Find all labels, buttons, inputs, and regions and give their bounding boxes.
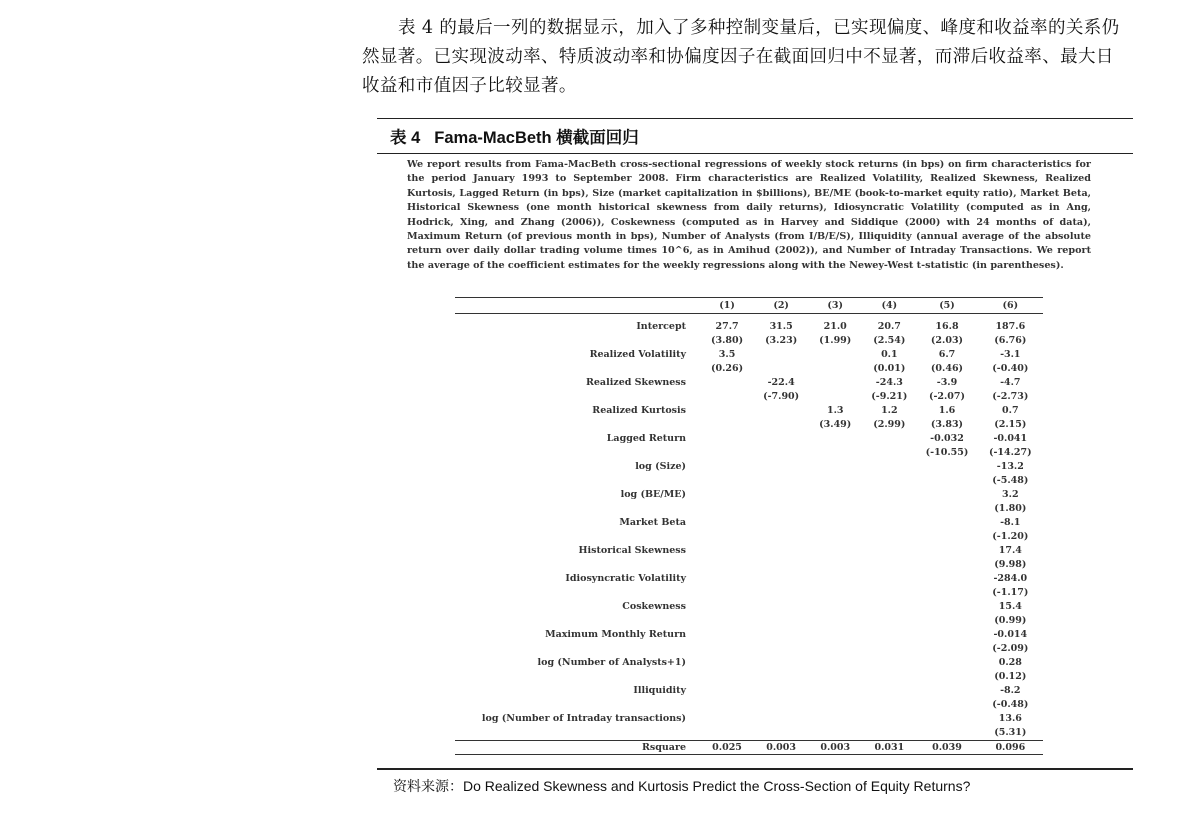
t-stat-cell: [754, 726, 808, 741]
coefficient-cell: [808, 376, 862, 390]
t-stat-cell: (0.01): [873, 363, 906, 374]
t-stat-blank: [455, 418, 700, 432]
t-stat-cell: (3.80): [710, 335, 744, 346]
coefficient-cell: [754, 572, 808, 586]
t-stat-blank: [455, 502, 700, 516]
variable-label: Realized Skewness: [585, 377, 686, 388]
coefficient-cell: 3.5: [718, 349, 736, 360]
coefficient-row: [455, 656, 1043, 670]
t-stat-row: [455, 530, 1043, 544]
t-stat-row: [455, 390, 1043, 404]
t-stat-blank: [455, 474, 700, 488]
t-stat-cell: (-10.55): [925, 447, 969, 458]
coefficient-row: [455, 488, 1043, 502]
coefficient-cell: 20.7: [877, 321, 901, 332]
coefficient-cell: 187.6: [995, 321, 1026, 332]
variable-label: log (Size): [635, 461, 686, 472]
coefficient-cell: [808, 656, 862, 670]
coefficient-cell: [700, 376, 754, 390]
column-header: (3): [808, 298, 862, 314]
t-stat-cell: (2.03): [930, 335, 964, 346]
intro-paragraph: 表 4 的最后一列的数据显示，加入了多种控制变量后，已实现偏度、峰度和收益率的关系仍然显著。已实现波动率、特质波动率和协偏度因子在截面回归中不显著，而滞后收益率、最大日收益和市值因子比较显著。: [362, 18, 1120, 96]
column-header: (2): [754, 298, 808, 314]
t-stat-cell: [754, 586, 808, 600]
coefficient-cell: 6.7: [938, 349, 956, 360]
coefficient-cell: 27.7: [715, 321, 739, 332]
t-stat-cell: [916, 474, 977, 488]
variable-label: Illiquidity: [633, 685, 686, 696]
coefficient-cell: [754, 432, 808, 446]
coefficient-cell: [916, 544, 977, 558]
coefficient-cell: [754, 628, 808, 642]
variable-label: Lagged Return: [606, 433, 686, 444]
coefficient-row: [455, 376, 1043, 390]
coefficient-cell: 0.7: [1002, 405, 1019, 416]
t-stat-cell: [754, 502, 808, 516]
t-stat-cell: [808, 474, 862, 488]
t-stat-row: [455, 362, 1043, 376]
column-header: (6): [978, 298, 1043, 314]
variable-label: Intercept: [636, 321, 686, 332]
t-stat-cell: [808, 726, 862, 741]
t-stat-cell: (-14.27): [988, 447, 1032, 458]
coefficient-cell: [916, 488, 977, 502]
coefficient-cell: [916, 656, 977, 670]
t-stat-cell: [862, 670, 916, 684]
coefficient-cell: [808, 600, 862, 614]
t-stat-blank: [455, 614, 700, 628]
t-stat-cell: [754, 642, 808, 656]
coefficient-cell: [916, 684, 977, 698]
t-stat-cell: (0.46): [930, 363, 964, 374]
t-stat-blank: [455, 390, 700, 404]
variable-label: log (BE/ME): [620, 489, 686, 500]
coefficient-cell: -8.2: [1000, 685, 1021, 696]
table-title-text: Fama-MacBeth 横截面回归: [434, 129, 639, 147]
coefficient-cell: [700, 712, 754, 726]
rsquare-row: [455, 741, 1043, 755]
t-stat-cell: [808, 502, 862, 516]
coefficient-cell: [700, 544, 754, 558]
t-stat-cell: [862, 614, 916, 628]
t-stat-cell: [862, 586, 916, 600]
column-header: (4): [862, 298, 916, 314]
t-stat-row: [455, 670, 1043, 684]
coefficient-row: [455, 684, 1043, 698]
variable-label: Maximum Monthly Return: [545, 629, 686, 640]
rsquare-cell: 0.031: [862, 741, 916, 755]
coefficient-cell: [754, 684, 808, 698]
coefficient-cell: [754, 348, 808, 362]
coefficient-cell: [862, 544, 916, 558]
t-stat-cell: (6.76): [994, 335, 1027, 346]
coefficient-cell: -0.014: [993, 629, 1028, 640]
coefficient-cell: 0.1: [881, 349, 898, 360]
table-title-rule: [377, 153, 1133, 154]
variable-label: log (Number of Analysts+1): [537, 657, 686, 668]
coefficient-cell: [700, 684, 754, 698]
t-stat-blank: [455, 642, 700, 656]
coefficient-cell: [700, 600, 754, 614]
t-stat-blank: [455, 698, 700, 712]
t-stat-cell: [754, 474, 808, 488]
t-stat-cell: (-1.17): [992, 587, 1029, 598]
variable-label: Historical Skewness: [578, 545, 686, 556]
coefficient-cell: [862, 600, 916, 614]
t-stat-cell: (-5.48): [992, 475, 1029, 486]
coefficient-cell: [916, 516, 977, 530]
rsquare-cell: 0.025: [700, 741, 754, 755]
coefficient-cell: -8.1: [1000, 517, 1021, 528]
coefficient-cell: [700, 404, 754, 418]
t-stat-cell: [916, 558, 977, 572]
coefficient-cell: -22.4: [767, 377, 795, 388]
coefficient-cell: 0.28: [998, 657, 1022, 668]
t-stat-cell: (-2.73): [992, 391, 1029, 402]
rsquare-cell: 0.096: [978, 741, 1043, 755]
coefficient-cell: [754, 404, 808, 418]
t-stat-cell: (-9.21): [871, 391, 908, 402]
coefficient-cell: [916, 600, 977, 614]
t-stat-cell: (1.99): [819, 335, 852, 346]
coefficient-cell: [808, 572, 862, 586]
coefficient-cell: 3.2: [1002, 489, 1019, 500]
coefficient-cell: [808, 432, 862, 446]
coefficient-cell: 1.6: [938, 405, 956, 416]
t-stat-cell: [808, 530, 862, 544]
t-stat-cell: [754, 698, 808, 712]
t-stat-blank: [455, 530, 700, 544]
coefficient-cell: [808, 712, 862, 726]
regression-table: [455, 297, 1043, 755]
t-stat-row: [455, 698, 1043, 712]
t-stat-cell: (0.26): [710, 363, 744, 374]
coefficient-cell: 1.3: [826, 405, 844, 416]
t-stat-cell: (0.99): [994, 615, 1027, 626]
coefficient-cell: [754, 544, 808, 558]
rsquare-cell: 0.039: [916, 741, 977, 755]
t-stat-cell: [808, 390, 862, 404]
coefficient-cell: 17.4: [998, 545, 1022, 556]
t-stat-cell: [862, 474, 916, 488]
t-stat-cell: [916, 502, 977, 516]
coefficient-cell: [862, 712, 916, 726]
coefficient-row: [455, 712, 1043, 726]
coefficient-cell: [808, 544, 862, 558]
t-stat-cell: [700, 390, 754, 404]
coefficient-row: [455, 572, 1043, 586]
t-stat-cell: [916, 530, 977, 544]
t-stat-cell: [754, 530, 808, 544]
coefficient-row: [455, 460, 1043, 474]
t-stat-cell: [700, 530, 754, 544]
t-stat-cell: [808, 586, 862, 600]
t-stat-cell: [700, 558, 754, 572]
coefficient-cell: [700, 516, 754, 530]
coefficient-row: [455, 314, 1043, 335]
t-stat-cell: (-2.07): [928, 391, 966, 402]
coefficient-cell: -284.0: [993, 573, 1028, 584]
t-stat-cell: [700, 642, 754, 656]
coefficient-cell: -4.7: [1000, 377, 1021, 388]
t-stat-blank: [455, 586, 700, 600]
coefficient-cell: -3.1: [1000, 349, 1021, 360]
coefficient-row: [455, 628, 1043, 642]
table-bottom-rule: [377, 768, 1133, 770]
table-note: We report results from Fama-MacBeth cross-sectional regressions of weekly stock returns (in bps) on firm characteristics for the period January 1993 to September 2008. Firm characteristics are Realized Volatility, Realized Skewness, Realized Kurtosis, Lagged Return (in bps), Size (market capitalization in $billions), BE/ME (book-to-market equity ratio), Market Beta, Historical Skewness (one month historical skewness from daily returns), Idiosyncratic Volatility (computed as in Ang, Hodrick, Xing, and Zhang (2006)), Coskewness (computed as in Harvey and Siddique (2000) with 24 months of data), Maximum Return (of previous month in bps), Number of Analysts (from I/B/E/S), Illiquidity (annual average of the absolute return over daily dollar trading volume times 10^6, as in Amihud (2002)), and Number of Intraday Transactions. We report the average of the coefficient estimates for the weekly regressions along with the Newey-West t-statistic (in parentheses).: [407, 159, 1091, 271]
t-stat-blank: [455, 726, 700, 741]
coefficient-cell: [700, 656, 754, 670]
coefficient-row: [455, 348, 1043, 362]
variable-label: log (Number of Intraday transactions): [481, 713, 686, 724]
column-header: (1): [700, 298, 754, 314]
t-stat-cell: (9.98): [994, 559, 1027, 570]
t-stat-cell: [808, 558, 862, 572]
coefficient-cell: 13.6: [998, 713, 1022, 724]
coefficient-cell: [862, 656, 916, 670]
coefficient-cell: [754, 600, 808, 614]
t-stat-row: [455, 726, 1043, 741]
t-stat-cell: (2.15): [994, 419, 1027, 430]
t-stat-cell: (2.54): [873, 335, 906, 346]
t-stat-cell: [862, 558, 916, 572]
coefficient-cell: [700, 432, 754, 446]
t-stat-cell: [754, 614, 808, 628]
t-stat-cell: [916, 698, 977, 712]
coefficient-cell: 15.4: [998, 601, 1022, 612]
coefficient-row: [455, 404, 1043, 418]
coefficient-cell: -0.032: [930, 433, 964, 444]
t-stat-cell: (2.99): [873, 419, 906, 430]
coefficient-cell: [808, 684, 862, 698]
header-blank: [455, 298, 700, 314]
t-stat-cell: (-1.20): [992, 531, 1029, 542]
t-stat-cell: [916, 642, 977, 656]
coefficient-row: [455, 600, 1043, 614]
t-stat-cell: [700, 418, 754, 432]
t-stat-cell: [862, 502, 916, 516]
coefficient-cell: [916, 460, 977, 474]
coefficient-cell: [754, 460, 808, 474]
t-stat-cell: (1.80): [994, 503, 1027, 514]
t-stat-cell: [916, 614, 977, 628]
t-stat-cell: [754, 362, 808, 376]
coefficient-cell: [808, 348, 862, 362]
coefficient-cell: [700, 488, 754, 502]
coefficient-cell: 16.8: [935, 321, 959, 332]
t-stat-blank: [455, 446, 700, 460]
rsquare-cell: 0.003: [808, 741, 862, 755]
t-stat-cell: [700, 726, 754, 741]
t-stat-cell: [808, 614, 862, 628]
variable-label: Realized Volatility: [589, 349, 686, 360]
t-stat-cell: (-7.90): [763, 391, 800, 402]
variable-label: Idiosyncratic Volatility: [565, 573, 686, 584]
coefficient-cell: [862, 432, 916, 446]
t-stat-row: [455, 586, 1043, 600]
coefficient-row: [455, 432, 1043, 446]
t-stat-cell: [754, 418, 808, 432]
t-stat-cell: [862, 530, 916, 544]
coefficient-cell: [754, 516, 808, 530]
t-stat-cell: [808, 362, 862, 376]
t-stat-cell: [754, 446, 808, 460]
t-stat-cell: [862, 698, 916, 712]
table-header-row: [455, 298, 1043, 314]
table-top-rule: [377, 118, 1133, 119]
column-header: (5): [916, 298, 977, 314]
coefficient-cell: [862, 684, 916, 698]
coefficient-row: [455, 544, 1043, 558]
coefficient-cell: -24.3: [875, 377, 903, 388]
coefficient-cell: 31.5: [769, 321, 793, 332]
coefficient-row: [455, 516, 1043, 530]
t-stat-cell: (3.83): [930, 419, 964, 430]
coefficient-cell: [916, 712, 977, 726]
source-note: 资料来源：Do Realized Skewness and Kurtosis Predict the Cross-Section of Equity Returns?: [393, 778, 971, 794]
t-stat-cell: [700, 586, 754, 600]
coefficient-cell: [700, 460, 754, 474]
coefficient-cell: 21.0: [823, 321, 847, 332]
table-number: 表 4: [390, 129, 421, 147]
coefficient-cell: [754, 488, 808, 502]
coefficient-cell: [862, 628, 916, 642]
coefficient-cell: [700, 628, 754, 642]
coefficient-cell: [862, 516, 916, 530]
t-stat-cell: [916, 586, 977, 600]
t-stat-row: [455, 474, 1043, 488]
coefficient-cell: [808, 488, 862, 502]
t-stat-row: [455, 418, 1043, 432]
t-stat-cell: [862, 446, 916, 460]
coefficient-cell: [862, 572, 916, 586]
t-stat-cell: (3.23): [765, 335, 798, 346]
coefficient-cell: [754, 656, 808, 670]
t-stat-row: [455, 502, 1043, 516]
t-stat-cell: [754, 558, 808, 572]
coefficient-cell: [916, 572, 977, 586]
coefficient-cell: [700, 572, 754, 586]
t-stat-cell: [808, 446, 862, 460]
t-stat-row: [455, 446, 1043, 460]
t-stat-cell: [808, 670, 862, 684]
t-stat-blank: [455, 334, 700, 348]
t-stat-cell: [808, 642, 862, 656]
t-stat-cell: [700, 614, 754, 628]
coefficient-cell: -13.2: [996, 461, 1024, 472]
t-stat-blank: [455, 670, 700, 684]
t-stat-blank: [455, 362, 700, 376]
coefficient-cell: -3.9: [936, 377, 958, 388]
t-stat-blank: [455, 558, 700, 572]
t-stat-cell: [916, 670, 977, 684]
t-stat-cell: [700, 502, 754, 516]
t-stat-cell: (-0.48): [992, 699, 1029, 710]
t-stat-cell: [700, 698, 754, 712]
t-stat-cell: [754, 670, 808, 684]
t-stat-row: [455, 614, 1043, 628]
coefficient-cell: [862, 488, 916, 502]
coefficient-cell: [808, 628, 862, 642]
coefficient-cell: [916, 628, 977, 642]
t-stat-cell: [700, 446, 754, 460]
t-stat-cell: [862, 726, 916, 741]
rsquare-cell: 0.003: [754, 741, 808, 755]
t-stat-cell: [916, 726, 977, 741]
t-stat-row: [455, 642, 1043, 656]
table-title: [390, 124, 639, 148]
regression-table-body: [455, 314, 1043, 755]
t-stat-cell: (0.12): [994, 671, 1027, 682]
t-stat-cell: (-2.09): [992, 643, 1029, 654]
t-stat-cell: [808, 698, 862, 712]
variable-label: Coskewness: [622, 601, 686, 612]
coefficient-cell: [808, 460, 862, 474]
t-stat-cell: [700, 670, 754, 684]
t-stat-cell: (-0.40): [992, 363, 1029, 374]
t-stat-cell: [700, 474, 754, 488]
variable-label: Market Beta: [619, 517, 686, 528]
variable-label: Realized Kurtosis: [592, 405, 686, 416]
coefficient-cell: [862, 460, 916, 474]
coefficient-cell: 1.2: [881, 405, 898, 416]
coefficient-cell: [808, 516, 862, 530]
regression-table-wrap: [455, 297, 1043, 755]
t-stat-row: [455, 558, 1043, 572]
t-stat-cell: (5.31): [994, 727, 1027, 738]
t-stat-cell: [862, 642, 916, 656]
t-stat-cell: (3.49): [819, 419, 852, 430]
t-stat-row: [455, 334, 1043, 348]
rsquare-label: Rsquare: [455, 741, 700, 755]
coefficient-cell: [754, 712, 808, 726]
coefficient-cell: -0.041: [993, 433, 1028, 444]
